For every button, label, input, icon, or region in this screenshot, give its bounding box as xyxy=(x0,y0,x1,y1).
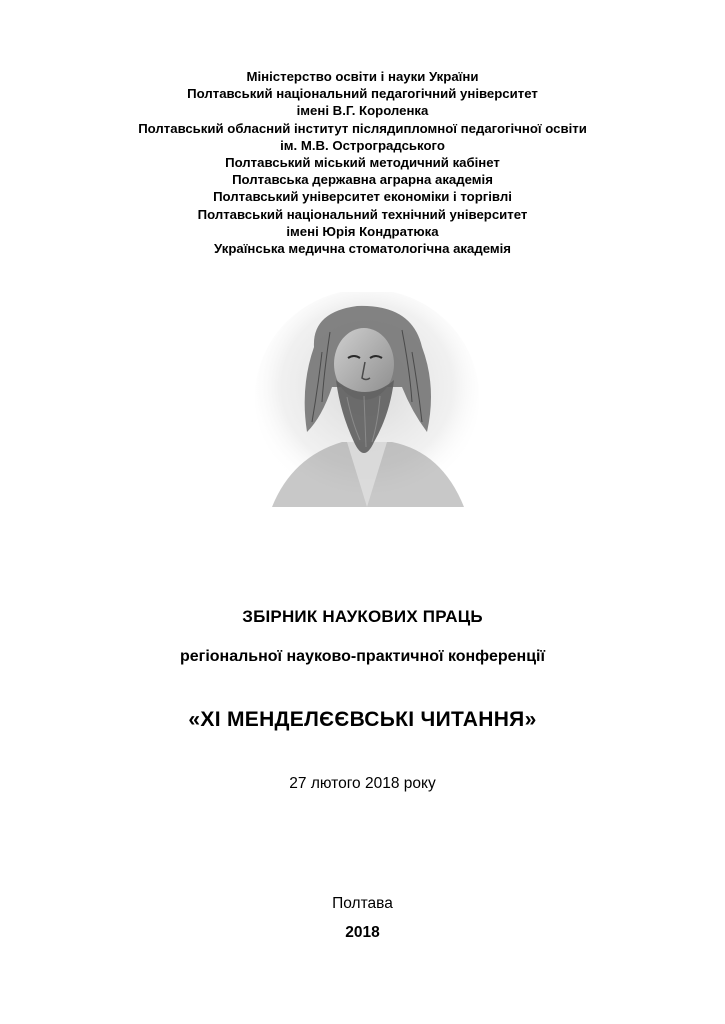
publication-year: 2018 xyxy=(345,924,380,941)
conference-subtitle: регіональної науково-практичної конференції xyxy=(180,648,545,665)
collection-title: ЗБІРНИК НАУКОВИХ ПРАЦЬ xyxy=(242,607,483,626)
org-line: Полтавський національний технічний університет xyxy=(197,206,528,222)
org-line: Полтавський обласний інститут післядипломної педагогічної освіти xyxy=(138,120,587,136)
org-line: імені Юрія Кондратюка xyxy=(286,223,439,239)
org-line: Українська медична стоматологічна академія xyxy=(214,241,511,257)
org-line: ім. М.В. Остроградського xyxy=(280,137,445,153)
org-line: Полтавський міський методичний кабінет xyxy=(225,155,500,171)
org-line: Міністерство освіти і науки України xyxy=(246,69,479,84)
conference-date: 27 лютого 2018 року xyxy=(289,775,436,792)
publication-city: Полтава xyxy=(332,895,393,912)
org-line: Полтавський університет економіки і торгівлі xyxy=(213,189,512,205)
organizations-block xyxy=(0,68,725,257)
conference-name: «ХІ МЕНДЕЛЄЄВСЬКІ ЧИТАННЯ» xyxy=(188,708,537,731)
portrait-image xyxy=(252,292,482,512)
org-line: Полтавська державна аграрна академія xyxy=(232,172,493,188)
org-line: Полтавський національний педагогічний університет xyxy=(187,86,538,102)
org-line: імені В.Г. Короленка xyxy=(296,103,429,119)
